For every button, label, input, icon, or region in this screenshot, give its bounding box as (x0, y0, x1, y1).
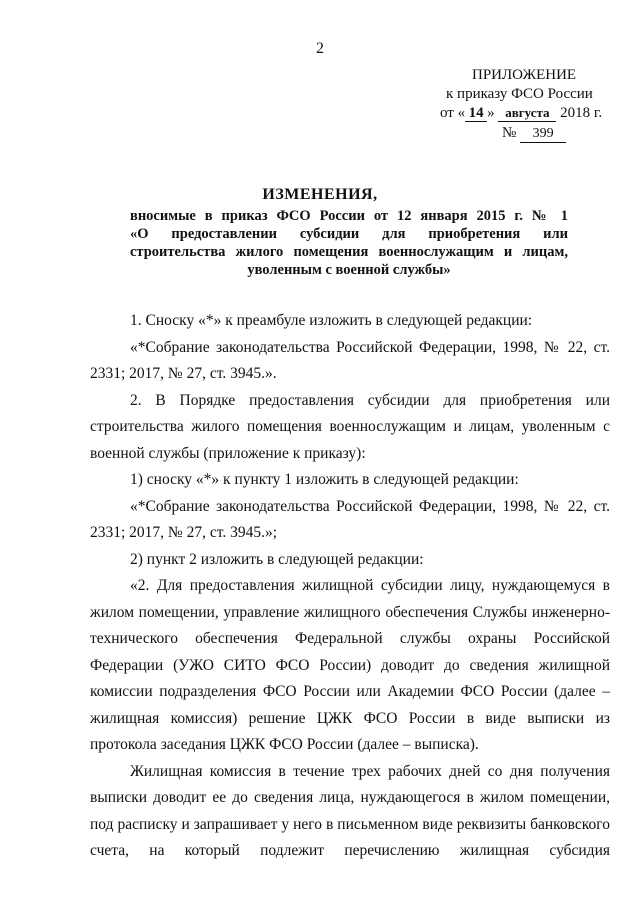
document-subtitle (130, 207, 568, 279)
number-prefix: № (502, 125, 517, 141)
paragraph: «*Собрание законодательства Российской Федерации, 1998, № 22, ст. 2331; 2017, № 27, ст. 3945.»; (90, 497, 610, 541)
appendix-heading: ПРИЛОЖЕНИЕ (472, 67, 577, 83)
appendix-date (440, 104, 602, 123)
subtitle-line: уволенным с военной службы» (247, 262, 451, 278)
date-day: 14 (465, 105, 487, 122)
date-month: августа (498, 105, 556, 122)
paragraph: 2. В Порядке предоставления субсидии для приобретения или строительства жилого помещения военнослужащим и лицам, уволенным с военной службы (приложение к приказу): (90, 391, 610, 462)
paragraph: 1) сноску «*» к пункту 1 изложить в следующей редакции: (130, 471, 519, 488)
date-mid: » (487, 105, 495, 121)
appendix-number (502, 124, 566, 143)
subtitle-line: вносимые в приказ ФСО России от 12 января 2015 г. № 1 (130, 208, 568, 224)
paragraph: «*Собрание законодательства Российской Федерации, 1998, № 22, ст. 2331; 2017, № 27, ст. 3945.». (90, 338, 610, 382)
date-year: 2018 г. (560, 105, 603, 121)
appendix-order-ref: к приказу ФСО России (446, 86, 593, 102)
paragraph: Жилищная комиссия в течение трех рабочих дней со дня получения выписки доводит ее до сведения лица, нуждающегося в жилом помещении, под расписку и запрашивает у него в письменном виде реквизиты банковского счета, на который подлежит перечислению жилищная субсидия (90, 762, 610, 859)
document-title: ИЗМЕНЕНИЯ, (262, 186, 378, 203)
page-number: 2 (316, 40, 324, 57)
paragraph: 2) пункт 2 изложить в следующей редакции: (130, 550, 424, 568)
order-number: 399 (520, 126, 566, 143)
document-body (90, 308, 610, 865)
paragraph: 1. Сноску «*» к преамбуле изложить в следующей редакции: (130, 312, 533, 329)
subtitle-line: строительства жилого помещения военнослужащим и лицам, (130, 244, 568, 260)
subtitle-line: «О предоставлении субсидии для приобретения или (130, 226, 568, 242)
date-prefix: от « (440, 105, 466, 121)
paragraph: «2. Для предоставления жилищной субсидии лицу, нуждающемуся в жилом помещении, управление жилищного обеспечения Службы инженерно-технического обеспечения Федеральной службы охраны Российской Федерации (УЖО СИТО ФСО России) доводит до сведения жилищной комиссии подразделения ФСО России или Академии ФСО России (далее – жилищная комиссия) решение ЦЖК ФСО России в виде выписки из протокола заседания ЦЖК ФСО России (далее – выписка). (90, 577, 610, 753)
